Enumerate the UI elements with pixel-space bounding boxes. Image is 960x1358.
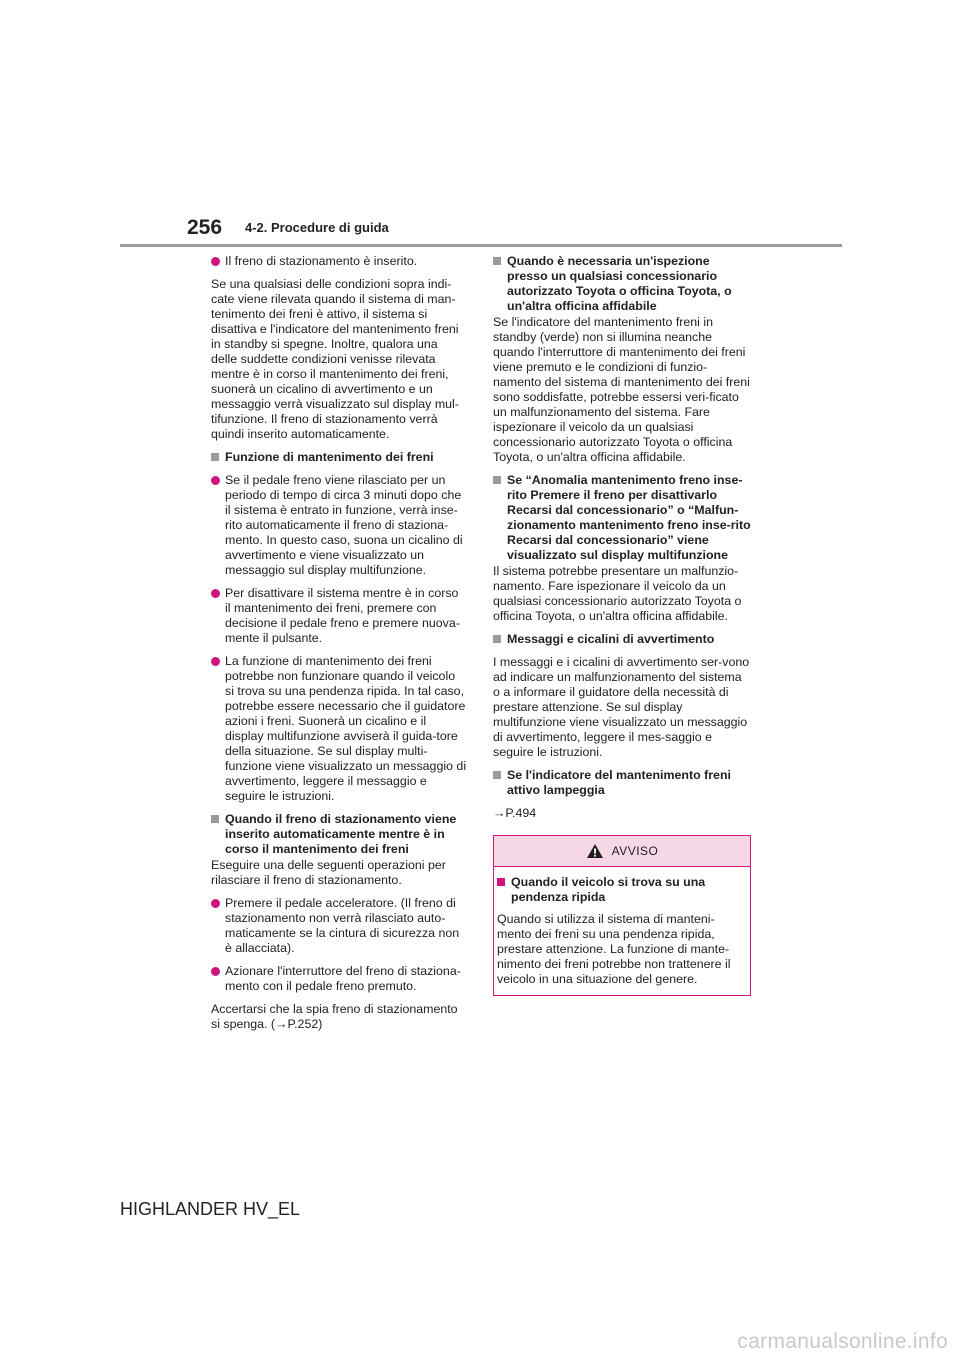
bullet-icon: [211, 589, 220, 598]
square-bullet-icon: [497, 878, 505, 886]
list-item: [211, 586, 467, 646]
list-item-text: Per disattivare il sistema mentre è in corso il mantenimento dei freni, premere con decisione il pedale freno e premere nuova-mente il pulsante.: [225, 586, 460, 645]
warning-body: [494, 867, 750, 995]
subsection-heading: [211, 450, 467, 465]
footer-model: HIGHLANDER HV_EL: [120, 1199, 301, 1219]
heading-text: Se “Anomalia mantenimento freno inse-rito Premere il freno per disattivarlo Recarsi dal concessionario” o “Malfun-zionamento mantenimento freno inse-rito Recarsi dal concessionario” viene visualizzato sul display multifunzione: [507, 473, 751, 562]
warning-header: [494, 836, 750, 867]
list-item: [211, 896, 467, 956]
bullet-icon: [211, 476, 220, 485]
square-bullet-icon: [493, 257, 501, 265]
heading-text: Funzione di mantenimento dei freni: [225, 450, 434, 464]
list-item-text: La funzione di mantenimento dei freni potrebbe non funzionare quando il veicolo si trova su una pendenza ripida. In tal caso, potrebbe essere necessario che il guidatore azioni i freni. Suonerà un cicalino e il display multifunzione avviserà il guida-tore della situazione. Se sul display multi-funzione viene visualizzato un messaggio di avvertimento, leggere il messaggio e seguire le istruzioni.: [225, 654, 467, 803]
list-item-text: Premere il pedale acceleratore. (Il freno di stazionamento non verrà rilasciato auto-maticamente se la cintura di sicurezza non è allacciata).: [225, 896, 460, 955]
square-bullet-icon: [211, 453, 219, 461]
warning-title: AVVISO: [611, 843, 659, 858]
watermark-text: carmanualsonline.info: [737, 1330, 948, 1353]
section-title: 4-2. Procedure di guida: [245, 220, 389, 235]
subsection-heading: [493, 473, 751, 563]
heading-text: Se l'indicatore del mantenimento freni attivo lampeggia: [507, 768, 731, 797]
subsection-heading: [493, 632, 751, 647]
list-item-text: Il freno di stazionamento è inserito.: [225, 254, 418, 268]
page-reference: →P.494: [493, 806, 537, 820]
list-item-text: Se il pedale freno viene rilasciato per un periodo di tempo di circa 3 minuti dopo che il sistema è entrato in funzione, verrà inse-rito automaticamente il freno di staziona-mento. In questo caso, suona un cicalino di avvertimento e viene visualizzato un messaggio sul display multifunzione.: [225, 473, 463, 577]
paragraph: I messaggi e i cicalini di avvertimento ser-vono ad indicare un malfunzionamento del sistema o a informare il guidatore della necessità di prestare attenzione. Se sul display multifunzione viene visualizzato un messaggio di avvertimento, leggere il mes-saggio e seguire le istruzioni.: [493, 655, 750, 759]
bullet-icon: [211, 899, 220, 908]
paragraph: Il sistema potrebbe presentare un malfunzio-namento. Fare ispezionare il veicolo da un qualsiasi concessionario autorizzato Toyota o officina Toyota, o un'altra officina affidabile.: [493, 564, 742, 623]
square-bullet-icon: [493, 771, 501, 779]
paragraph: Se una qualsiasi delle condizioni sopra indi-cate viene rilevata quando il sistema di man-tenimento dei freni è attivo, il sistema si disattiva e l'indicatore del mantenimento freni in standby si spegne. Inoltre, qualora una delle suddette condizioni venisse rilevata mentre è in corso il mantenimento dei freni, suonerà un cicalino di avvertimento e un messaggio verrà visualizzato sul display mul-tifunzione. Il freno di stazionamento verrà quindi inserito automaticamente.: [211, 277, 459, 441]
list-item: [211, 654, 467, 804]
subsection-heading: [493, 768, 751, 798]
square-bullet-icon: [493, 476, 501, 484]
square-bullet-icon: [211, 815, 219, 823]
warning-box: [493, 835, 751, 996]
heading-text: Messaggi e cicalini di avvertimento: [507, 632, 715, 646]
square-bullet-icon: [493, 635, 501, 643]
list-item: [211, 473, 467, 578]
right-column: [493, 254, 751, 996]
page-number: 256: [187, 216, 223, 239]
paragraph: Accertarsi che la spia freno di stazionamento si spenga. (→P.252): [211, 1002, 458, 1031]
paragraph: Eseguire una delle seguenti operazioni per rilasciare il freno di stazionamento.: [211, 858, 446, 887]
left-column: [211, 254, 467, 1040]
heading-text: Quando il freno di stazionamento viene inserito automaticamente mentre è in corso il mantenimento dei freni: [225, 812, 457, 856]
warning-heading: [497, 875, 747, 905]
warning-triangle-icon: [586, 843, 604, 859]
bullet-icon: [211, 657, 220, 666]
bullet-icon: [211, 257, 220, 266]
subsection-heading: [211, 812, 467, 857]
subsection-heading: [493, 254, 751, 314]
list-item-text: Azionare l'interruttore del freno di staziona-mento con il pedale freno premuto.: [225, 964, 461, 993]
list-item: [211, 964, 467, 994]
paragraph: Se l'indicatore del mantenimento freni in standby (verde) non si illumina neanche quando l'interruttore di mantenimento dei freni viene premuto e le condizioni di funzio-namento del sistema di mantenimento dei freni sono soddisfatte, potrebbe essersi veri-ficato un malfunzionamento del sistema. Fare ispezionare il veicolo da un qualsiasi concessionario autorizzato Toyota o officina Toyota, o un'altra officina affidabile.: [493, 315, 750, 464]
bullet-icon: [211, 967, 220, 976]
list-item: [211, 254, 467, 269]
warning-text: Quando si utilizza il sistema di manteni-mento dei freni su una pendenza ripida, prestare attenzione. La funzione di mante-nimento dei freni potrebbe non trattenere il veicolo in una situazione del genere.: [497, 912, 731, 986]
heading-text: Quando è necessaria un'ispezione presso un qualsiasi concessionario autorizzato Toyota o officina Toyota, o un'altra officina affidabile: [507, 254, 732, 313]
heading-text: Quando il veicolo si trova su una pendenza ripida: [511, 875, 706, 904]
header-rule: [120, 244, 842, 247]
